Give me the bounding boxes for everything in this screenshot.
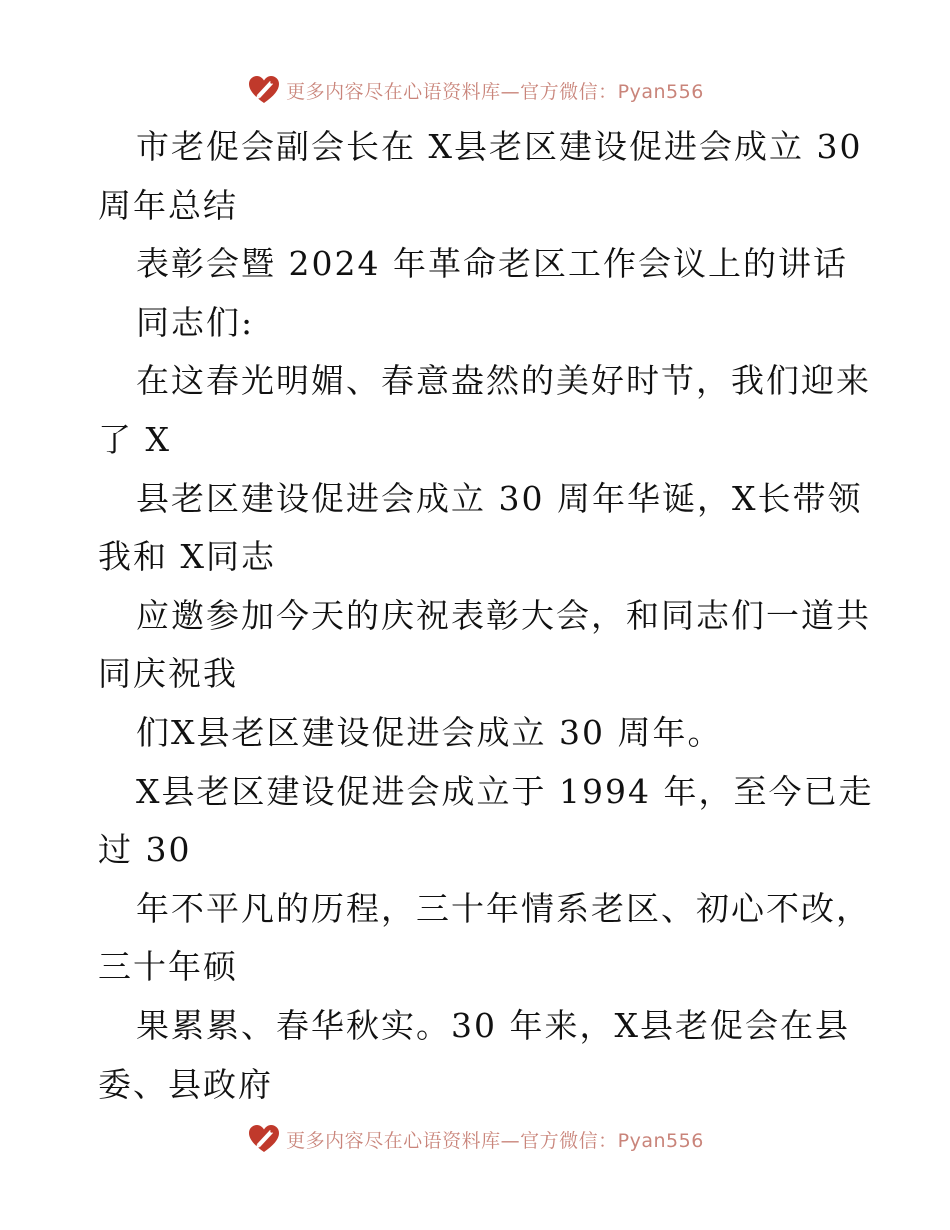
text-line: 委、县政府 xyxy=(98,1064,273,1104)
text-line: 果累累、春华秋实。30 年来，X县老促会在县 xyxy=(136,1005,850,1045)
title-line-1: 市老促会副会长在 X县老区建设促进会成立 30 xyxy=(136,127,863,166)
heart-pen-logo-icon xyxy=(246,72,282,108)
text-line: 过 30 xyxy=(98,830,192,870)
title-line-3: 表彰会暨 2024 年革命老区工作会议上的讲话 xyxy=(136,244,848,284)
text-line: 同庆祝我 xyxy=(98,654,238,694)
title-line-2: 周年总结 xyxy=(98,185,238,225)
text-line: 了 X xyxy=(98,419,171,459)
watermark-banner-bottom xyxy=(0,1119,950,1159)
document-body xyxy=(98,118,874,1114)
text-line: 县老区建设促进会成立 30 周年华诞，X长带领 xyxy=(136,478,863,518)
text-line: 年不平凡的历程，三十年情系老区、初心不改， xyxy=(136,888,871,928)
watermark-text: 更多内容尽在心语资料库—官方微信：Pyan556 xyxy=(286,1129,704,1152)
text-line: X县老区建设促进会成立于 1994 年，至今已走 xyxy=(136,771,874,811)
text-line: 我和 X同志 xyxy=(98,537,276,577)
text-line: 三十年硕 xyxy=(98,947,238,987)
watermark-text: 更多内容尽在心语资料库—官方微信：Pyan556 xyxy=(286,80,704,103)
text-line: 在这春光明媚、春意盎然的美好时节，我们迎来 xyxy=(136,361,871,401)
salutation: 同志们: xyxy=(136,302,255,342)
text-line: 应邀参加今天的庆祝表彰大会，和同志们一道共 xyxy=(136,595,871,635)
heart-pen-logo-icon xyxy=(246,1121,282,1157)
text-line: 们X县老区建设促进会成立 30 周年。 xyxy=(136,712,723,752)
watermark-banner-top xyxy=(0,70,950,110)
